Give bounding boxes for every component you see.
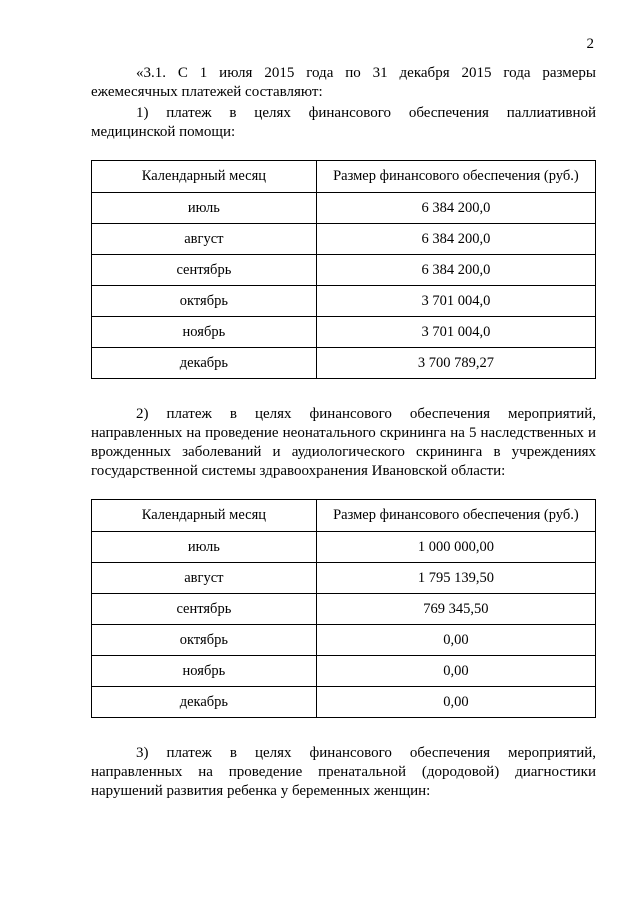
amount-cell: 0,00 (316, 656, 595, 687)
amount-cell: 0,00 (316, 687, 595, 718)
table-row (92, 594, 596, 625)
month-cell: ноябрь (92, 656, 317, 687)
amount-cell: 3 701 004,0 (316, 317, 595, 348)
section3-paragraph: 3) платеж в целях финансового обеспечения мероприятий, направленных на проведение пренатальной (дородовой) диагностики нарушений развития ребенка у беременных женщин: (91, 745, 596, 799)
document-body (91, 64, 596, 801)
table-row (92, 224, 596, 255)
neonatal-screening-table (91, 499, 596, 718)
month-cell: октябрь (92, 625, 317, 656)
month-cell: декабрь (92, 348, 317, 379)
month-cell: ноябрь (92, 317, 317, 348)
column-header-amount: Размер финансового обеспечения (руб.) (316, 500, 595, 532)
table-row (92, 532, 596, 563)
amount-cell: 6 384 200,0 (316, 255, 595, 286)
table-row (92, 193, 596, 224)
month-cell: сентябрь (92, 255, 317, 286)
amount-cell: 0,00 (316, 625, 595, 656)
table-row (92, 348, 596, 379)
table-row (92, 625, 596, 656)
intro-paragraph: «3.1. С 1 июля 2015 года по 31 декабря 2015 года размеры ежемесячных платежей составляют: (91, 65, 596, 100)
amount-cell: 6 384 200,0 (316, 224, 595, 255)
month-cell: август (92, 224, 317, 255)
palliative-care-table (91, 160, 596, 379)
table-header-row (92, 161, 596, 193)
column-header-month: Календарный месяц (92, 500, 317, 532)
month-cell: октябрь (92, 286, 317, 317)
amount-cell: 1 000 000,00 (316, 532, 595, 563)
table-row (92, 317, 596, 348)
table-row (92, 656, 596, 687)
amount-cell: 3 700 789,27 (316, 348, 595, 379)
table-header-row (92, 500, 596, 532)
amount-cell: 3 701 004,0 (316, 286, 595, 317)
month-cell: декабрь (92, 687, 317, 718)
column-header-amount: Размер финансового обеспечения (руб.) (316, 161, 595, 193)
section1-paragraph: 1) платеж в целях финансового обеспечения паллиативной медицинской помощи: (91, 105, 596, 140)
table-row (92, 255, 596, 286)
amount-cell: 769 345,50 (316, 594, 595, 625)
amount-cell: 6 384 200,0 (316, 193, 595, 224)
section2-paragraph: 2) платеж в целях финансового обеспечения мероприятий, направленных на проведение неонатального скрининга на 5 наследственных и врожденных заболеваний и аудиологического скрининга в учреждениях государственной системы здравоохранения Ивановской области: (91, 406, 596, 479)
table-row (92, 286, 596, 317)
column-header-month: Календарный месяц (92, 161, 317, 193)
page-number: 2 (586, 36, 594, 52)
month-cell: июль (92, 193, 317, 224)
table-row (92, 563, 596, 594)
table-row (92, 687, 596, 718)
month-cell: сентябрь (92, 594, 317, 625)
month-cell: август (92, 563, 317, 594)
month-cell: июль (92, 532, 317, 563)
amount-cell: 1 795 139,50 (316, 563, 595, 594)
